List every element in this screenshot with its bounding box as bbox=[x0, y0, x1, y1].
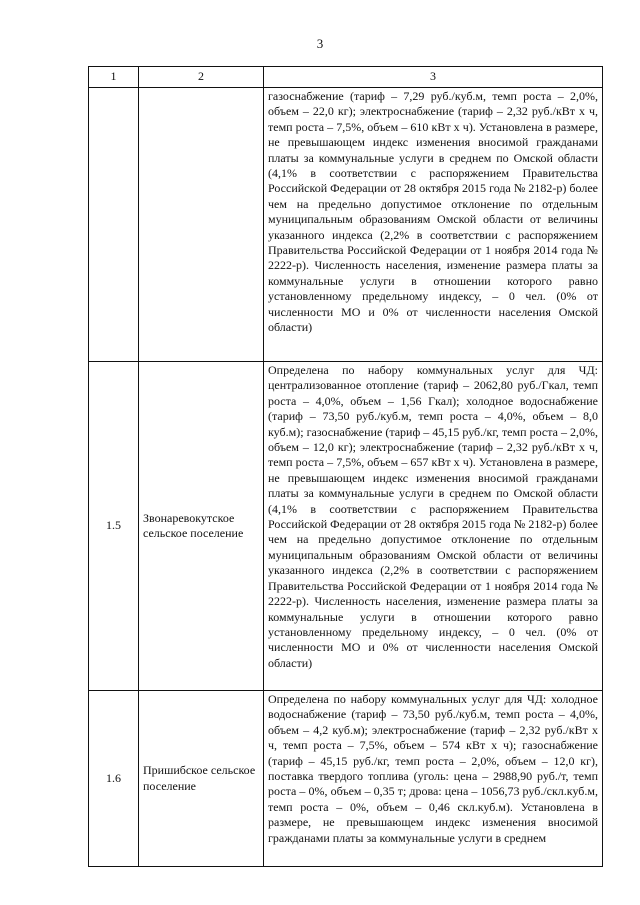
table-row bbox=[89, 88, 603, 362]
column-header-1: 1 bbox=[89, 67, 139, 88]
settlement-name: Звонаревокутское сельское поселение bbox=[139, 362, 264, 691]
municipal-tariff-table bbox=[88, 66, 603, 867]
row-number: 1.5 bbox=[89, 362, 139, 691]
settlement-name: Пришибское сельское поселение bbox=[139, 691, 264, 867]
table-row bbox=[89, 362, 603, 691]
row-number bbox=[89, 88, 139, 362]
row-description: Определена по набору коммунальных услуг для ЧД: холодное водоснабжение (тариф – 73,50 руб./куб.м, темп роста – 4,0%, объем – 4,2 куб.м); электроснабжение (тариф – 2,32 руб./кВт х ч, темп роста – 7,5%, объем – 574 кВт х ч); газоснабжение (тариф – 45,15 руб./кг, темп роста – 2,0%, объем – 12,0 кг), поставка твердого топлива (уголь: цена – 2988,90 руб./т, темп роста – 0%, объем – 0,35 т; дрова: цена – 1056,73 руб./скл.куб.м, темп роста – 0%, объем – 0,46 скл.куб.м). Установлена в размере, не превышающем индекс изменения вносимой гражданами платы за коммунальные услуги в среднем bbox=[264, 691, 603, 867]
row-number: 1.6 bbox=[89, 691, 139, 867]
row-description: Определена по набору коммунальных услуг для ЧД: централизованное отопление (тариф – 2062,80 руб./Гкал, темп роста – 4,0%, объем – 1,56 Гкал); холодное водоснабжение (тариф – 73,50 руб./куб.м, темп роста – 4,0%, объем – 8,0 куб.м); газоснабжение (тариф – 45,15 руб./кг, темп роста – 2,0%, объем – 12,0 кг); электроснабжение (тариф – 2,32 руб./кВт х ч, темп роста – 7,5%, объем – 657 кВт х ч). Установлена в размере, не превышающем индекс изменения вносимой гражданами платы за коммунальные услуги в среднем по Омской области (4,1% в соответствии с распоряжением Правительства Российской Федерации от 28 октября 2015 года № 2182-р) более чем на предельно допустимое отклонение по отдельным муниципальным образованиям Омской области от величины указанного индекса (2,2% в соответствии с распоряжением Правительства Российской Федерации от 1 ноября 2014 года № 2222-р). Численность населения, изменение размера платы за коммунальные услуги в отношении которого равно установленному предельному индексу, – 0 чел. (0% от численности МО и 0% от численности населения Омской области) bbox=[264, 362, 603, 691]
column-header-3: 3 bbox=[264, 67, 603, 88]
column-header-2: 2 bbox=[139, 67, 264, 88]
settlement-name bbox=[139, 88, 264, 362]
row-description: газоснабжение (тариф – 7,29 руб./куб.м, темп роста – 2,0%, объем – 22,0 кг); электроснабжение (тариф – 2,32 руб./кВт х ч, темп роста – 7,5%, объем – 610 кВт х ч). Установлена в размере, не превышающем индекс изменения вносимой гражданами платы за коммунальные услуги в среднем по Омской области (4,1% в соответствии с распоряжением Правительства Российской Федерации от 28 октября 2015 года № 2182-р) более чем на предельно допустимое отклонение по отдельным муниципальным образованиям Омской области от величины указанного индекса (2,2% в соответствии с распоряжением Правительства Российской Федерации от 1 ноября 2014 года № 2222-р). Численность населения, изменение размера платы за коммунальные услуги в отношении которого равно установленному предельному индексу, – 0 чел. (0% от численности МО и 0% от численности населения Омской области) bbox=[264, 88, 603, 362]
table-row bbox=[89, 691, 603, 867]
page-number: 3 bbox=[316, 36, 324, 51]
table-header-row bbox=[89, 67, 603, 88]
